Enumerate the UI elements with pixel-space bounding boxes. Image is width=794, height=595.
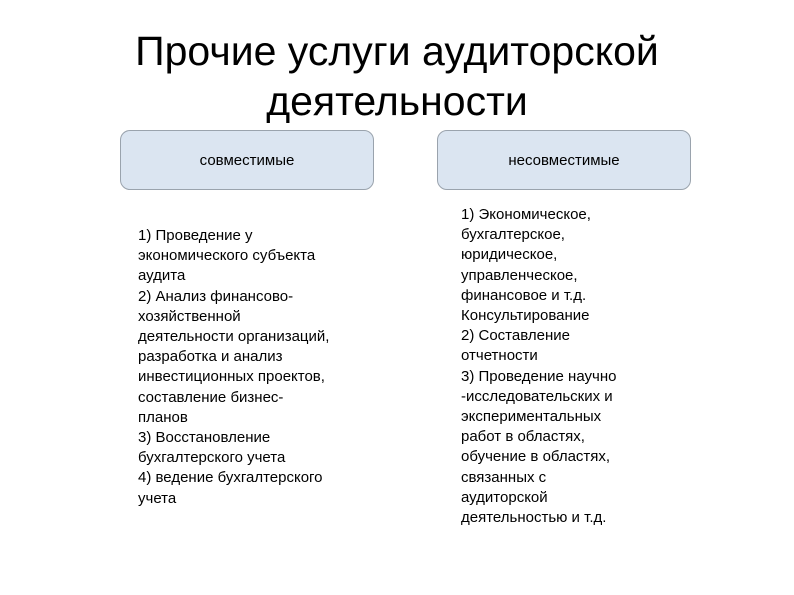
compatible-category-box <box>120 130 374 190</box>
list-line: обучение в областях, <box>461 448 611 466</box>
slide-title <box>0 26 794 126</box>
list-line: аудита <box>138 267 186 285</box>
list-line: 2) Анализ финансово- <box>138 287 294 305</box>
list-line: Консультирование <box>461 307 590 325</box>
list-line: 3) Восстановление <box>138 429 271 447</box>
list-line: -исследовательских и <box>461 387 613 405</box>
list-line: юридическое, <box>461 246 558 264</box>
list-line: бухгалтерское, <box>461 226 565 244</box>
incompatible-category-label: несовместимые <box>508 152 620 169</box>
list-line: бухгалтерского учета <box>138 449 286 467</box>
list-line: связанных с <box>461 468 547 486</box>
list-line: экономического субъекта <box>138 247 316 265</box>
list-line: планов <box>138 408 188 426</box>
compatible-category-label: совместимые <box>199 152 295 169</box>
list-line: 3) Проведение научно <box>461 367 617 385</box>
list-line: 1) Проведение у <box>138 227 253 244</box>
list-line: финансовое и т.д. <box>461 286 587 304</box>
slide-title-line-1: Прочие услуги аудиторской <box>135 28 659 74</box>
list-line: управленческое, <box>461 266 578 284</box>
list-line: 2) Составление <box>461 327 570 345</box>
incompatible-services-list <box>461 205 661 528</box>
list-line: работ в областях, <box>461 428 585 446</box>
list-line: составление бизнес- <box>138 388 284 406</box>
slide-title-line-2: деятельности <box>266 78 528 124</box>
list-line: 1) Экономическое, <box>461 206 591 223</box>
list-line: деятельностью и т.д. <box>461 509 607 527</box>
list-line: разработка и анализ <box>138 348 283 366</box>
list-line: 4) ведение бухгалтерского <box>138 469 323 487</box>
incompatible-category-box <box>437 130 691 190</box>
list-line: отчетности <box>461 347 538 365</box>
list-line: аудиторской <box>461 488 548 506</box>
list-line: деятельности организаций, <box>138 328 330 346</box>
list-line: экспериментальных <box>461 408 602 426</box>
list-line: хозяйственной <box>138 307 241 325</box>
compatible-services-list <box>138 226 378 509</box>
list-line: инвестиционных проектов, <box>138 368 325 386</box>
list-line: учета <box>138 489 177 507</box>
